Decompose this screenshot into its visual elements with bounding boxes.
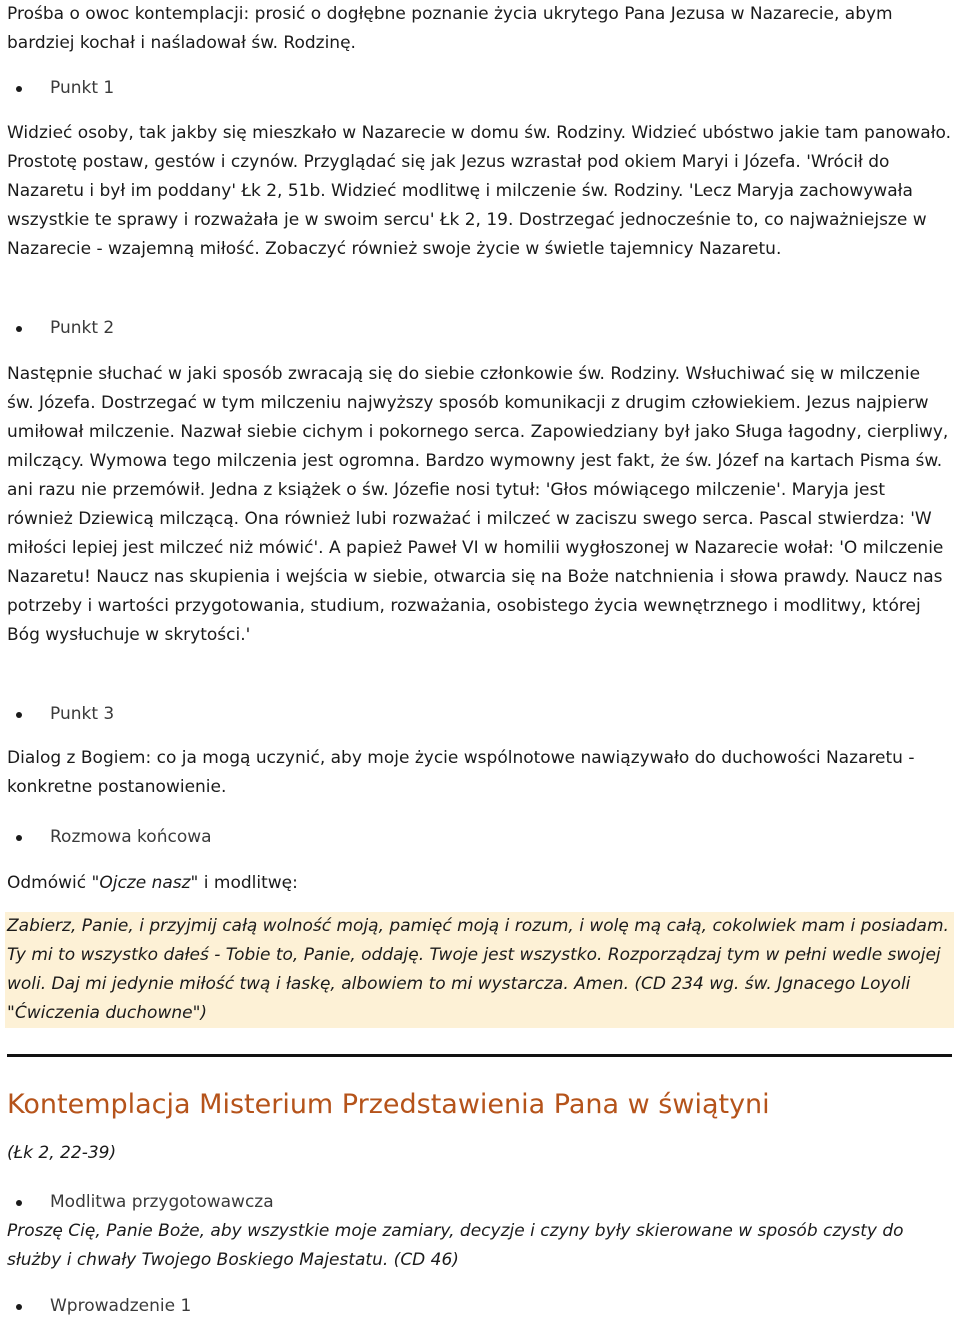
bullet-icon <box>16 712 22 718</box>
bullet-icon <box>16 835 22 841</box>
intro-paragraph: Prośba o owoc kontemplacji: prosić o dogłębne poznanie życia ukrytego Pana Jezusa w Nazarecie, abym bardziej kochał i naśladował św. Rodzinę. <box>7 4 893 53</box>
wprowadzenie-item <box>16 1292 191 1321</box>
prayer-box: Zabierz, Panie, i przyjmij całą wolność moją, pamięć moją i rozum, i wolę mą całą, cokolwiek mam i posiadam. Ty mi to wszystko dałeś - Tobie to, Panie, oddaję. Twoje jest wszystko. Rozporządzaj tym w pełni wedle swojej woli. Daj mi jedynie miłość twą i łaskę, albowiem to mi wystarcza. Amen. (CD 234 wg. św. Jgnacego Loyoli "Ćwiczenia duchowne") <box>5 912 954 1028</box>
punkt-3-paragraph: Dialog z Bogiem: co ja mogą uczynić, aby moje życie wspólnotowe nawiązywało do duchowości Nazaretu - konkretne postanowienie. <box>7 748 915 797</box>
modlitwa-label: Modlitwa przygotowawcza <box>50 1192 274 1212</box>
punkt-1-list <box>16 74 114 103</box>
punkt-2-label: Punkt 2 <box>50 318 115 338</box>
punkt-3-label: Punkt 3 <box>50 704 115 724</box>
divider <box>7 1054 952 1057</box>
punkt-1-paragraph: Widzieć osoby, tak jakby się mieszkało w Nazarecie w domu św. Rodziny. Widzieć ubóstwo jakie tam panowało. Prostotę postaw, gestów i czynów. Przyglądać się jak Jezus wzrastał pod okiem Maryi i Józefa. 'Wrócił do Nazaretu i był im poddany' Łk 2, 51b. Widzieć modlitwę i milczenie św. Rodziny. 'Lecz Maryja zachowywała wszystkie te sprawy i rozważała je w swoim sercu' Łk 2, 19. Dostrzegać jednocześnie to, co najważniejsze w Nazarecie - wzajemną miłość. Zobaczyć również swoje życie w świetle tajemnicy Nazaretu. <box>7 123 952 259</box>
punkt-3-item <box>16 700 114 729</box>
rozmowa-item <box>16 823 212 852</box>
punkt-2-item <box>16 314 114 343</box>
bullet-icon <box>16 1304 22 1310</box>
odmowic-prefix: Odmówić <box>7 873 92 893</box>
section-heading: Kontemplacja Misterium Przedstawienia Pana w świątyni <box>7 1089 770 1120</box>
punkt-1-label: Punkt 1 <box>50 78 115 98</box>
modlitwa-list <box>16 1188 274 1217</box>
wprowadzenie-label: Wprowadzenie 1 <box>50 1296 192 1316</box>
punkt-2-paragraph: Następnie słuchać w jaki sposób zwracają się do siebie członkowie św. Rodziny. Wsłuchiwać się w milczenie św. Józefa. Dostrzegać w tym milczeniu najwyższy sposób komunikacji z drugim człowiekiem. Jezus najpierw umiłował milczenie. Nazwał siebie cichym i pokornego serca. Zapowiedziany był jako Sługa łagodny, cierpliwy, milczący. Wymowa tego milczenia jest ogromna. Bardzo wymowny jest fakt, że św. Józef na kartach Pisma św. ani razu nie przemówił. Jedna z książek o św. Józefie nosi tytuł: 'Głos mówiącego milczenie'. Maryja jest również Dziewicą milczącą. Ona również lubi rozważać i milczeć w zaciszu swego serca. Pascal stwierdza: 'W miłości lepiej jest milczeć niż mówić'. A papież Paweł VI w homilii wygłoszonej w Nazarecie wołał: 'O milczenie Nazaretu! Naucz nas skupienia i wejścia w siebie, otwarcia się na Boże natchnienia i słowa prawdy. Naucz nas potrzeby i wartości przygotowania, studium, rozważania, osobistego życia wewnętrznego i modlitwy, której Bóg wysłuchuje w skrytości.' <box>7 364 949 645</box>
odmowic-title: "Ojcze nasz" <box>91 873 199 893</box>
bullet-icon <box>16 1200 22 1206</box>
modlitwa-paragraph: Proszę Cię, Panie Boże, aby wszystkie moje zamiary, decyzje i czyny były skierowane w sposób czysty do służby i chwały Twojego Boskiego Majestatu. (CD 46) <box>7 1221 904 1270</box>
odmowic-line <box>7 869 952 898</box>
rozmowa-list <box>16 823 212 852</box>
bullet-icon <box>16 326 22 332</box>
rozmowa-label: Rozmowa końcowa <box>50 827 212 847</box>
punkt-2-list <box>16 314 114 343</box>
odmowic-suffix: i modlitwę: <box>198 873 298 893</box>
punkt-1-item <box>16 74 114 103</box>
wprowadzenie-list <box>16 1292 191 1321</box>
scripture-reference: (Łk 2, 22-39) <box>7 1143 117 1163</box>
modlitwa-item <box>16 1188 274 1217</box>
punkt-3-list <box>16 700 114 729</box>
bullet-icon <box>16 86 22 92</box>
